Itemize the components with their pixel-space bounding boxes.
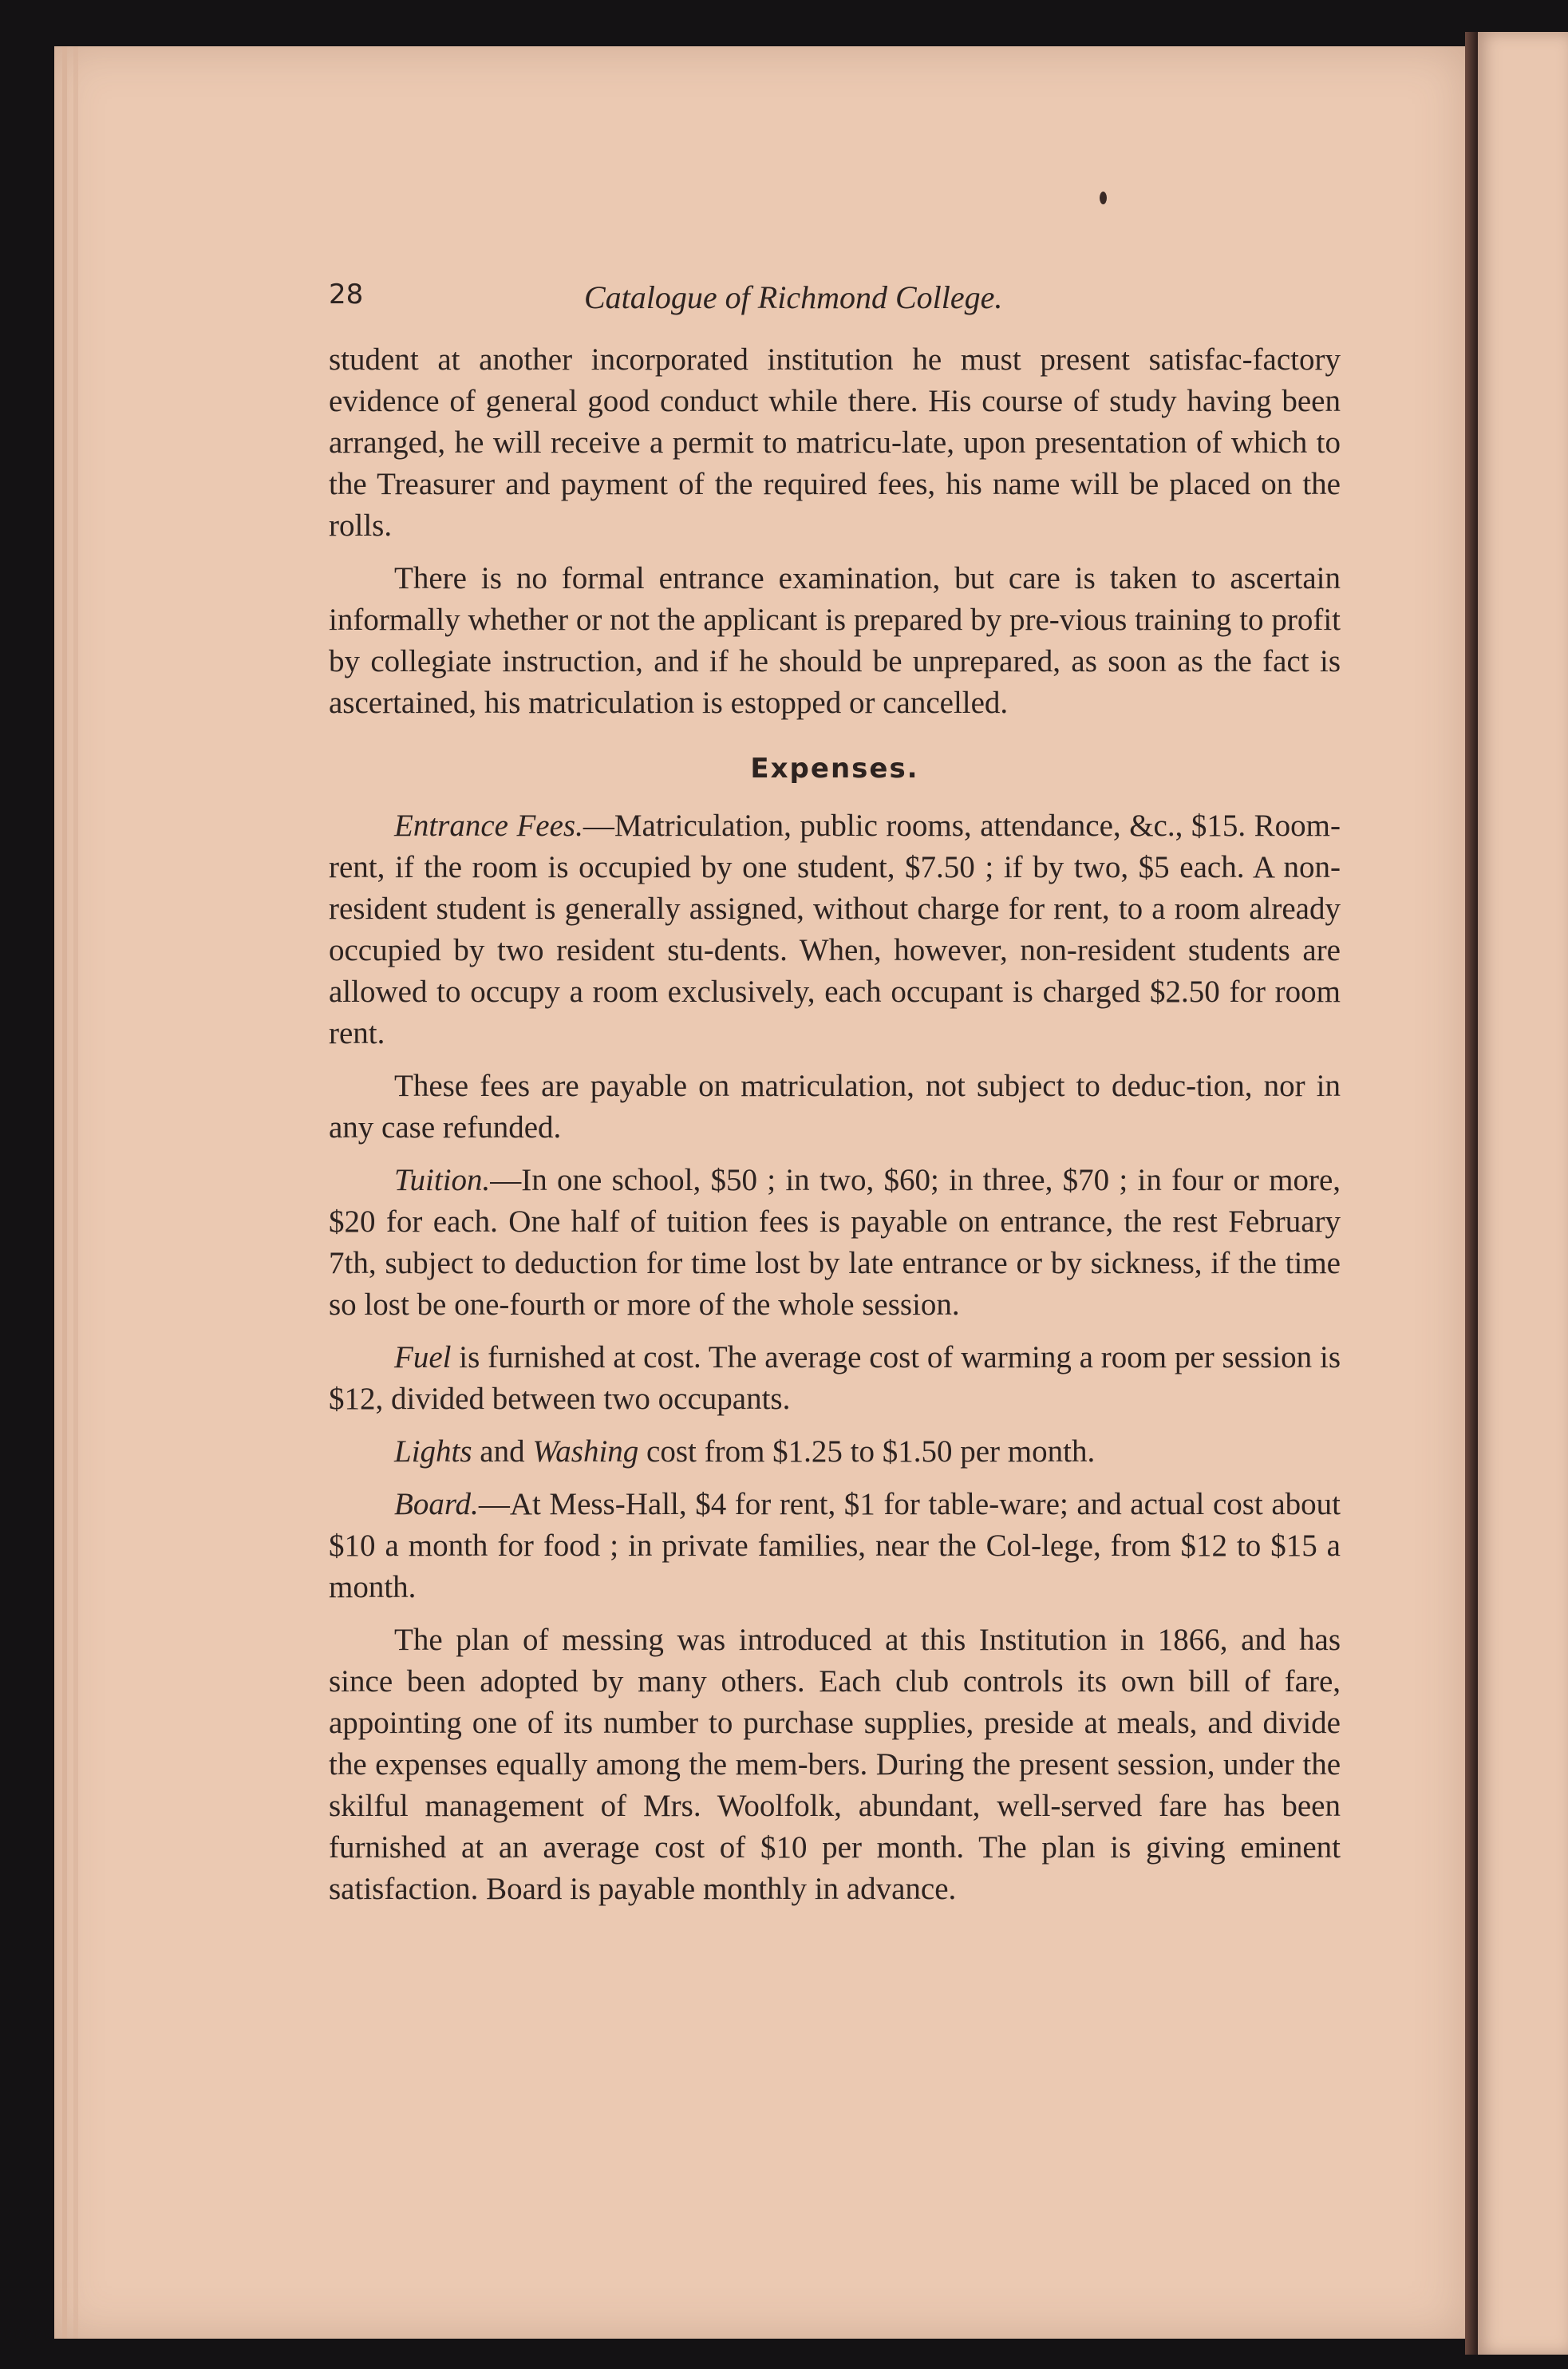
paragraph-fees-note: These fees are payable on matriculation, not subject to deduc-tion, nor in any case refunded. <box>329 1069 1341 1145</box>
text-block <box>329 267 1341 1910</box>
lights-mid: and <box>472 1434 533 1469</box>
entrance-fees-lead: Entrance Fees. <box>394 809 583 843</box>
paragraph-entrance-fees <box>329 805 1341 1054</box>
paragraph: student at another incorporated institution he must present satisfac-factory evidence of general good conduct while there. His course of study having been arranged, he will receive a permit to matricu-late, upon presentation of which to the Treasurer and payment of the required fees, his name will be placed on the rolls. <box>329 342 1341 543</box>
tuition-lead: Tuition. <box>394 1163 491 1197</box>
paragraph-fuel <box>329 1337 1341 1420</box>
paragraph-board <box>329 1484 1341 1608</box>
board-lead: Board. <box>394 1487 479 1521</box>
book-gutter <box>1465 32 1478 2355</box>
running-head <box>329 267 1341 331</box>
paragraph-lights <box>329 1431 1341 1473</box>
entrance-fees-text: —Matriculation, public rooms, attendance, &c., $15. Room-rent, if the room is occupied by one student, $7.50 ; if by two, $5 each. A non-resident student is generally assigned, without charge for rent, to a room already occupied by two resident stu-dents. When, however, non-resident students are allowed to occupy a room exclusively, each occupant is charged $2.50 for room rent. <box>329 809 1341 1050</box>
paragraph-messing: The plan of messing was introduced at this Institution in 1866, and has since been adopted by many others. Each club controls its own bill of fare, appointing one of its number to purchase supplies, preside at meals, and divide the expenses equally among the mem-bers. During the present session, under the skilful management of Mrs. Woolfolk, abundant, well-served fare has been furnished at an average cost of $10 per month. The plan is giving eminent satisfaction. Board is payable monthly in advance. <box>329 1623 1341 1906</box>
tuition-text: —In one school, $50 ; in two, $60; in three, $70 ; in four or more, $20 for each. One half of tuition fees is payable on entrance, the rest February 7th, subject to deduction for time lost by late entrance or by sickness, if the time so lost be one-fourth or more of the whole session. <box>329 1163 1341 1322</box>
page-edge <box>73 46 78 2339</box>
page-number: 28 <box>329 279 364 310</box>
board-text: —At Mess-Hall, $4 for rent, $1 for table-ware; and actual cost about $10 a month for food ; in private families, near the Col-lege, from $12 to $15 a month. <box>329 1487 1341 1604</box>
page-edge <box>62 46 67 2339</box>
lights-text: cost from $1.25 to $1.50 per month. <box>638 1434 1096 1469</box>
lights-lead: Lights <box>394 1434 472 1469</box>
ink-mark <box>1100 192 1107 204</box>
paragraph-tuition <box>329 1160 1341 1326</box>
facing-page <box>1478 32 1568 2355</box>
paragraph: There is no formal entrance examination, but care is taken to ascertain informally whether or not the applicant is prepared by pre-vious training to profit by collegiate instruction, and if he should be unprepared, as soon as the fact is ascertained, his matriculation is estopped or cancelled. <box>329 561 1341 720</box>
section-heading: Expenses. <box>750 753 919 785</box>
running-title: Catalogue of Richmond College. <box>584 279 1003 315</box>
fuel-lead: Fuel <box>394 1340 452 1374</box>
fuel-text: is furnished at cost. The average cost of warming a room per session is $12, divided between two occupants. <box>329 1340 1341 1416</box>
washing-lead: Washing <box>532 1434 639 1469</box>
